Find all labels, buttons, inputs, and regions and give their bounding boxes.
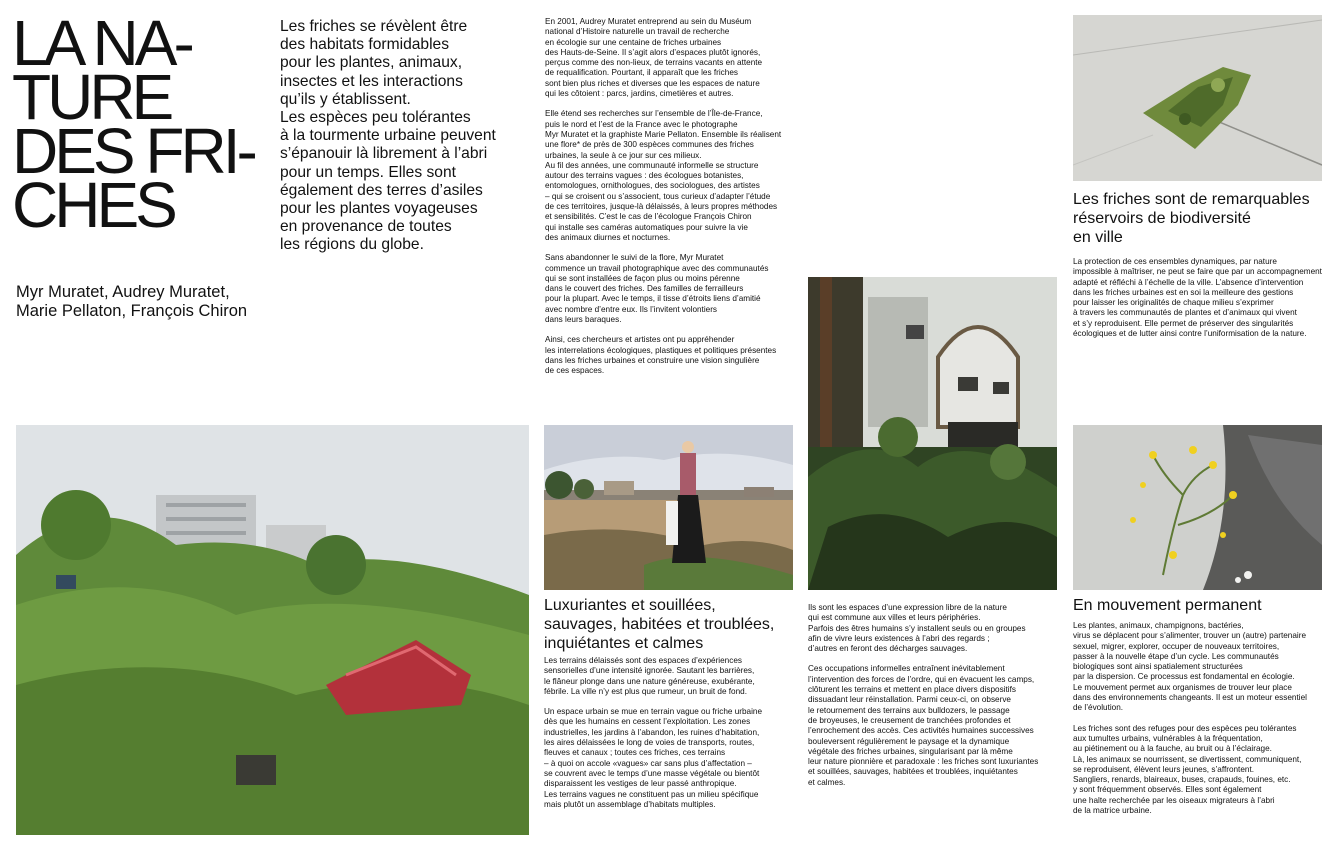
intro-paragraph <box>545 253 800 325</box>
intro-line: pour la plupart. Avec le temps, il tisse d’étroits liens d’amitié <box>545 294 761 304</box>
espaces-line: l’enrochement des accès. Ces activités humaines successives <box>808 726 1034 736</box>
intro-line: sont bien plus riches et diverses que les espaces de nature <box>545 78 760 88</box>
biodiversity-line: adapté et réfléchi à l’échelle de la ville. L’absence d’intervention <box>1073 277 1304 287</box>
biodiversity-line: écologiques et de lutter ainsi contre l’uniformisation de la nature. <box>1073 329 1307 339</box>
mouvement-paragraph <box>1073 621 1338 714</box>
intro-line: entomologues, ornithologues, des sociologues, des artistes <box>545 181 760 191</box>
espaces-line: Ces occupations informelles entraînent inévitablement <box>808 664 1005 674</box>
intro-line: dans les friches urbaines et construire une vision singulière <box>545 355 760 365</box>
intro-line: perçus comme des non-lieux, de terrains vacants en attente <box>545 58 763 68</box>
intro-line: en écologie sur une centaine de friches urbaines <box>545 37 722 47</box>
luxuriantes-heading-line: Luxuriantes et souillées, <box>544 597 716 614</box>
mouvement-text <box>1073 621 1338 826</box>
intro-line: Sans abandonner le suivi de la flore, Myr Muratet <box>545 253 724 263</box>
mouvement-paragraph <box>1073 724 1338 817</box>
espaces-text <box>808 603 1063 798</box>
intro-line: commence un travail photographique avec des communautés <box>545 263 769 273</box>
espaces-line: Parfois des êtres humains s’y installent seuls ou en groupes <box>808 623 1026 633</box>
biodiversity-heading-line: en ville <box>1073 229 1123 246</box>
intro-line: les interrelations écologiques, plastiques et politiques présentes <box>545 345 777 355</box>
intro-line: puis le nord et l’est de la France avec le photographe <box>545 119 738 129</box>
intro-line: qui se sont installées de façon plus ou moins pérenne <box>545 273 740 283</box>
lead-line: des habitats formidables <box>280 36 450 54</box>
espaces-line: afin de vivre leurs existences à l’abri des regards ; <box>808 633 990 643</box>
title-line: LA NA- <box>12 7 191 79</box>
intro-line: Elle étend ses recherches sur l’ensemble de l’Île-de-France, <box>545 109 763 119</box>
mouvement-line: de la matrice urbaine. <box>1073 806 1152 816</box>
luxuriantes-line: sensorielles d’une intensité ignorée. Sautant les barrières, <box>544 666 755 676</box>
biodiversity-paragraph <box>1073 257 1338 339</box>
intro-line: une flore* de près de 300 espèces communes des friches <box>545 140 754 150</box>
biodiversity-heading-line: réservoirs de biodiversité <box>1073 210 1251 227</box>
intro-line: Au fil des années, une communauté informelle se structure <box>545 160 759 170</box>
biodiversity-heading <box>1073 190 1333 247</box>
mouvement-line: Les friches sont des refuges pour des espèces peu tolérantes <box>1073 723 1297 733</box>
intro-line: urbaines, la seule à ce jour sur ces milieux. <box>545 150 702 160</box>
lead-line: s’épanouir là librement à l’abri <box>280 145 488 163</box>
mouvement-line: virus se déplacent pour s’alimenter, trouver un (autre) partenaire <box>1073 631 1307 641</box>
lead-line: Les espèces peu tolérantes <box>280 109 471 127</box>
photo-overgrown-wasteland <box>16 425 529 835</box>
luxuriantes-line: Les terrains délaissés sont des espaces d’expériences <box>544 656 742 665</box>
espaces-line: qui est commune aux villes et leurs périphéries. <box>808 613 981 623</box>
lead-text <box>280 18 530 255</box>
photo-abandoned-building <box>808 277 1057 590</box>
luxuriantes-line: mais plutôt un assemblage d’habitats multiples. <box>544 799 716 809</box>
mouvement-heading-text: En mouvement permanent <box>1073 597 1262 614</box>
intro-paragraph <box>545 335 800 376</box>
biodiversity-line: dans les friches urbaines est en soi la meilleure des gestions <box>1073 287 1294 297</box>
lead-line: Les friches se révèlent être <box>280 18 468 35</box>
intro-text <box>545 17 800 387</box>
biodiversity-line: à travers les communautés de plantes et d’animaux qui vivent <box>1073 308 1297 318</box>
mouvement-line: se reproduisent, élèvent leurs jeunes, s’affrontent. <box>1073 764 1254 774</box>
luxuriantes-line: Un espace urbain se mue en terrain vague ou friche urbaine <box>544 707 763 717</box>
intro-line: autour des terrains vagues : des écologues botanistes, <box>545 171 744 181</box>
biodiversity-line: et s’y reproduisent. Elle permet de préserver des singularités <box>1073 318 1294 328</box>
mouvement-line: une halte recherchée par les oiseaux migrateurs à l’abri <box>1073 795 1275 805</box>
mouvement-line: par la dispersion. Ce processus est fondamental en écologie. <box>1073 672 1295 682</box>
luxuriantes-line: Les terrains vagues ne constituent pas un milieu spécifique <box>544 789 759 799</box>
lead-line: qu’ils y établissent. <box>280 90 411 108</box>
espaces-line: le retournement des terrains aux bulldozers, le passage <box>808 705 1010 715</box>
espaces-line: de broyeuses, le creusement de tranchées profondes et <box>808 715 1011 725</box>
intro-line: dans leurs baraques. <box>545 315 622 325</box>
lead-line: pour les plantes voyageuses <box>280 200 478 218</box>
luxuriantes-line: disparaissent les vestiges de leur passé anthropique. <box>544 779 737 789</box>
intro-line: des Hauts-de-Seine. Il s’agit alors d’espaces plutôt ignorés, <box>545 47 761 57</box>
authors-line: Marie Pellaton, François Chiron <box>16 302 248 320</box>
intro-line: qui les côtoient : parcs, jardins, cimetières et autres. <box>545 89 734 99</box>
title-line: DES FRI- <box>12 115 254 187</box>
authors <box>16 283 276 321</box>
espaces-line: l’intervention des forces de l’ordre, qui en évacuent les camps, <box>808 674 1035 684</box>
espaces-line: végétale des friches urbaines, singularisant par là même <box>808 746 1013 756</box>
espaces-line: Ils sont les espaces d’une expression libre de la nature <box>808 603 1007 612</box>
espaces-paragraph <box>808 603 1063 654</box>
photo-yellow-flowers <box>1073 425 1322 590</box>
mouvement-line: Le mouvement permet aux organismes de trouver leur place <box>1073 682 1292 692</box>
intro-line: Myr Muratet et la graphiste Marie Pellaton. Ensemble ils réalisent <box>545 129 782 139</box>
luxuriantes-heading-line: sauvages, habitées et troublées, <box>544 616 775 633</box>
intro-paragraph <box>545 17 800 99</box>
title-line: TURE <box>12 61 171 133</box>
intro-line: En 2001, Audrey Muratet entreprend au sein du Muséum <box>545 17 752 26</box>
mouvement-line: dans des environnements changeants. Il est un moteur essentiel <box>1073 693 1307 703</box>
lead-line: pour un temps. Elles sont <box>280 163 456 181</box>
intro-line: qui installe ses caméras automatiques pour suivre la vie <box>545 222 748 232</box>
mouvement-line: aux tumultes urbains, vulnérables à la fréquentation, <box>1073 733 1263 743</box>
lead-line: pour les plantes, animaux, <box>280 54 463 72</box>
luxuriantes-line: le flâneur plonge dans une nature généreuse, exubérante, <box>544 676 755 686</box>
mouvement-line: au piétinement ou à la fauche, au bruit ou à l’éclairage. <box>1073 744 1272 754</box>
lead-line: les régions du globe. <box>280 236 424 254</box>
mouvement-line: passer à la nouvelle étape d’un cycle. Les communautés <box>1073 651 1279 661</box>
intro-line: national d’Histoire naturelle un travail de recherche <box>545 27 730 37</box>
lead-line: en provenance de toutes <box>280 218 452 236</box>
intro-line: de requalification. Pourtant, il apparaît que les friches <box>545 68 738 78</box>
lead-line: insectes et les interactions <box>280 72 463 90</box>
photo-concrete-plant <box>1073 15 1322 181</box>
intro-line: de ces espaces. <box>545 366 605 376</box>
luxuriantes-line: se couvrent avec le temps d’une masse végétale ou bientôt <box>544 768 760 778</box>
luxuriantes-paragraph <box>544 656 799 697</box>
espaces-line: clôturent les terrains et mettent en place divers dispositifs <box>808 685 1016 695</box>
espaces-paragraph <box>808 664 1063 788</box>
page-title <box>12 7 282 241</box>
mouvement-line: y sont fréquemment observés. Elles sont également <box>1073 785 1262 795</box>
biodiversity-heading-line: Les friches sont de remarquables <box>1073 191 1310 208</box>
espaces-line: et souillées, sauvages, habitées et troublées, inquiétantes <box>808 767 1018 777</box>
mouvement-line: Les plantes, animaux, champignons, bactéries, <box>1073 621 1244 630</box>
luxuriantes-paragraph <box>544 707 799 810</box>
intro-line: de ces territoires, jusque-là délaissés, à leurs propres méthodes <box>545 202 778 212</box>
mouvement-heading <box>1073 596 1333 615</box>
luxuriantes-line: fleuves et canaux ; toutes ces friches, ces terrains <box>544 748 726 758</box>
mouvement-line: de l’évolution. <box>1073 703 1124 713</box>
intro-line: dans le couvert des friches. Des familles de ferrailleurs <box>545 284 744 294</box>
biodiversity-line: impossible à maîtriser, ne peut se faire que par un accompagnement <box>1073 267 1322 277</box>
intro-line: Ainsi, ces chercheurs et artistes ont pu appréhender <box>545 335 735 345</box>
title-line: CHES <box>12 169 174 241</box>
authors-line: Myr Muratet, Audrey Muratet, <box>16 283 230 301</box>
intro-line: des animaux diurnes et nocturnes. <box>545 232 671 242</box>
luxuriantes-heading-line: inquiétantes et calmes <box>544 635 704 652</box>
luxuriantes-line: dès que les humains en cessent l’exploitation. Les zones <box>544 717 751 727</box>
mouvement-line: Sangliers, renards, blaireaux, buses, crapauds, fouines, etc. <box>1073 775 1291 785</box>
lead-line: à la tourmente urbaine peuvent <box>280 127 496 145</box>
intro-line: avec nombre d’entre eux. Ils l’invitent volontiers <box>545 304 718 314</box>
lead-line: également des terres d’asiles <box>280 181 483 199</box>
intro-line: – qui se croisent ou s’associent, tous curieux d’adapter l’étude <box>545 191 771 201</box>
mouvement-line: Là, les animaux se nourrissent, se divertissent, communiquent, <box>1073 754 1302 764</box>
luxuriantes-line: – à quoi on accole «vagues» car sans plus d’affectation – <box>544 758 752 768</box>
espaces-line: d’autres en feront des décharges sauvages. <box>808 644 968 654</box>
mouvement-line: biologiques sont ainsi spatialement structurées <box>1073 662 1243 672</box>
biodiversity-text <box>1073 257 1338 349</box>
espaces-line: leur nature pionnière et paradoxale : les friches sont luxuriantes <box>808 757 1039 767</box>
biodiversity-line: pour laisser les originalités de chaque milieu s’exprimer <box>1073 298 1274 308</box>
espaces-line: bouleversent régulièrement le paysage et la dynamique <box>808 736 1010 746</box>
luxuriantes-line: industrielles, les jardins à l’abandon, les ruines d’habitation, <box>544 727 760 737</box>
espaces-line: dissuadant leur réinstallation. Parmi ceux-ci, on observe <box>808 695 1011 705</box>
espaces-line: et calmes. <box>808 777 846 787</box>
intro-paragraph <box>545 109 800 243</box>
luxuriantes-line: les aires délaissées le long de voies de transports, routes, <box>544 738 755 748</box>
luxuriantes-text <box>544 656 799 820</box>
mouvement-line: sexuel, migrer, explorer, occuper de nouveaux territoires, <box>1073 641 1280 651</box>
photo-woman-in-field <box>544 425 793 590</box>
biodiversity-line: La protection de ces ensembles dynamiques, par nature <box>1073 257 1277 266</box>
luxuriantes-heading <box>544 596 804 653</box>
luxuriantes-line: fébrile. La ville n’y est plus que rumeur, un bruit de fond. <box>544 686 747 696</box>
intro-line: et sensibilités. C’est le cas de l’écologue François Chiron <box>545 212 752 222</box>
